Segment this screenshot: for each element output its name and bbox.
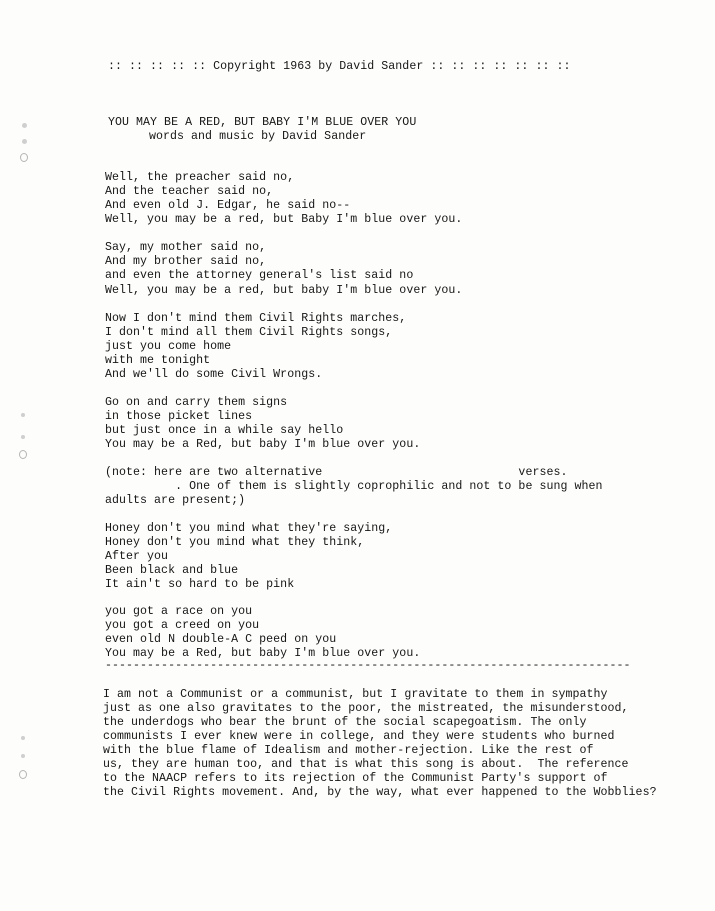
- alt-lyric-line: you got a creed on you: [105, 619, 260, 632]
- alt-lyric-line: even old N double-A C peed on you: [105, 633, 337, 646]
- lyric-line: You may be a Red, but baby I'm blue over you.: [105, 438, 421, 451]
- commentary-line: the Civil Rights movement. And, by the way, what ever happened to the Wobblies?: [103, 786, 657, 799]
- punch-hole-mark: [22, 123, 27, 128]
- punch-hole-mark: [19, 450, 27, 459]
- song-credit: words and music by David Sander: [149, 130, 367, 143]
- lyric-line: Well, the preacher said no,: [105, 171, 295, 184]
- punch-hole-mark: [21, 435, 25, 439]
- copyright-line: :: :: :: :: :: Copyright 1963 by David Sander :: :: :: :: :: :: ::: [108, 60, 571, 73]
- lyric-line: And even old J. Edgar, he said no--: [105, 199, 351, 212]
- alt-lyric-line: Honey don't you mind what they think,: [105, 536, 365, 549]
- lyric-line: in those picket lines: [105, 410, 253, 423]
- commentary-line: just as one also gravitates to the poor, the mistreated, the misunderstood,: [103, 702, 629, 715]
- alt-lyric-line: You may be a Red, but baby I'm blue over you.: [105, 647, 421, 660]
- commentary-line: with the blue flame of Idealism and mother-rejection. Like the rest of: [103, 744, 594, 757]
- punch-hole-mark: [21, 736, 25, 740]
- punch-hole-mark: [21, 754, 25, 758]
- lyric-line: Now I don't mind them Civil Rights marches,: [105, 312, 407, 325]
- commentary-line: us, they are human too, and that is what this song is about. The reference: [103, 758, 629, 771]
- commentary-line: I am not a Communist or a communist, but I gravitate to them in sympathy: [103, 688, 608, 701]
- punch-hole-mark: [19, 770, 27, 779]
- lyric-line: I don't mind all them Civil Rights songs,: [105, 326, 393, 339]
- lyric-line: and even the attorney general's list said no: [105, 269, 414, 282]
- alt-lyric-line: Honey don't you mind what they're saying,: [105, 522, 393, 535]
- lyric-line: And the teacher said no,: [105, 185, 274, 198]
- commentary-line: the underdogs who bear the brunt of the social scapegoatism. The only: [103, 716, 587, 729]
- lyric-line: just you come home: [105, 340, 232, 353]
- lyric-line: Well, you may be a red, but Baby I'm blue over you.: [105, 213, 463, 226]
- punch-hole-mark: [21, 413, 25, 417]
- lyric-line: Go on and carry them signs: [105, 396, 288, 409]
- lyric-line: Say, my mother said no,: [105, 241, 267, 254]
- punch-hole-mark: [22, 139, 27, 144]
- note-line: (note: here are two alternative verses.: [105, 466, 568, 479]
- alt-lyric-line: After you: [105, 550, 169, 563]
- lyric-line: with me tonight: [105, 354, 211, 367]
- alt-lyric-line: Been black and blue: [105, 564, 239, 577]
- alt-lyric-line: It ain't so hard to be pink: [105, 578, 295, 591]
- lyric-line: And my brother said no,: [105, 255, 267, 268]
- dashed-separator: ---------------------------------------------------------------------------: [105, 659, 631, 672]
- song-title: YOU MAY BE A RED, BUT BABY I'M BLUE OVER YOU: [108, 116, 417, 129]
- lyric-line: And we'll do some Civil Wrongs.: [105, 368, 323, 381]
- note-line: . One of them is slightly coprophilic and not to be sung when: [105, 480, 603, 493]
- alt-lyric-line: you got a race on you: [105, 605, 253, 618]
- commentary-line: to the NAACP refers to its rejection of the Communist Party's support of: [103, 772, 608, 785]
- note-line: adults are present;): [105, 494, 246, 507]
- lyric-line: Well, you may be a red, but baby I'm blue over you.: [105, 284, 463, 297]
- commentary-line: communists I ever knew were in college, and they were students who burned: [103, 730, 615, 743]
- punch-hole-mark: [20, 153, 28, 162]
- lyric-line: but just once in a while say hello: [105, 424, 344, 437]
